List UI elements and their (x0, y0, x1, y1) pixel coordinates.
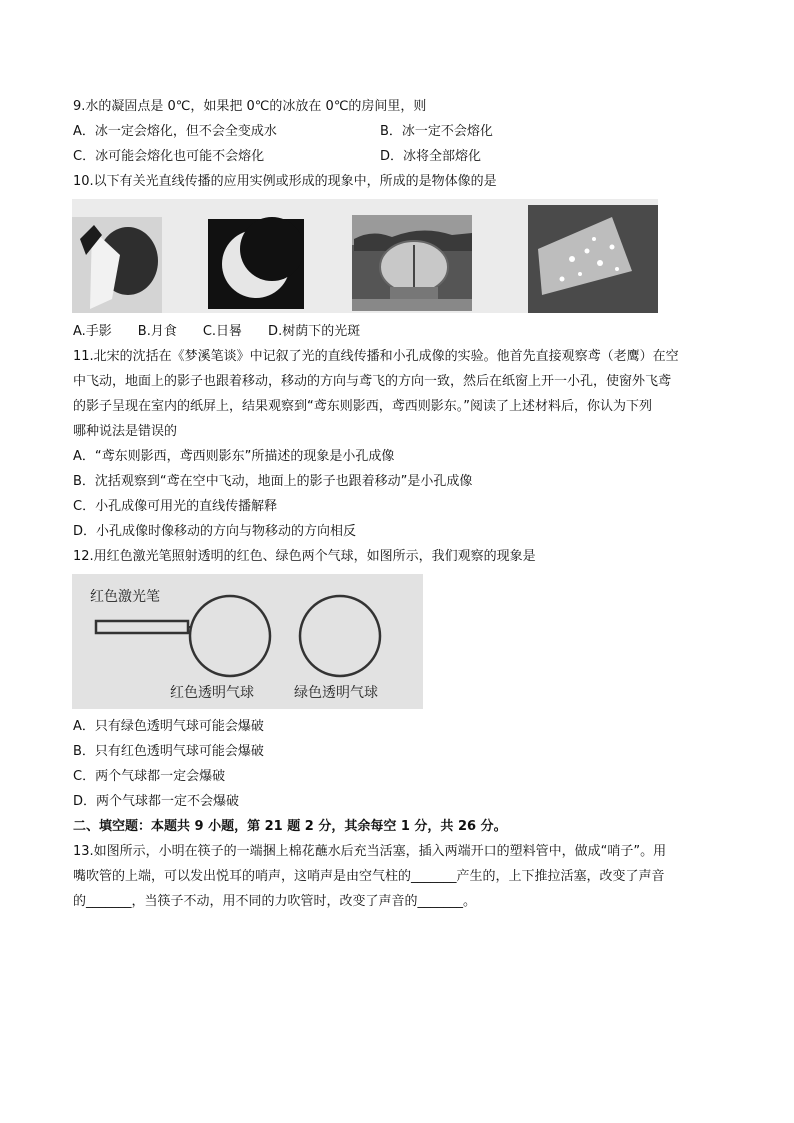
q11-option-a: A．“鸢东则影西，鸢西则影东”所描述的现象是小孔成像 (73, 449, 395, 464)
q13-line-1: 13.如图所示，小明在筷子的一端捆上棉花蘸水后充当活塞，插入两端开口的塑料管中，做成“哨子”。用 (73, 844, 667, 859)
q11-stem-line-3: 的影子呈现在室内的纸屏上，结果观察到“鸢东则影西，鸢西则影东。”阅读了上述材料后，你认为下列 (73, 399, 652, 414)
q9-stem: 9.水的凝固点是 0℃，如果把 0℃的冰放在 0℃的房间里，则 (73, 99, 427, 114)
q11-stem-line-1: 11.北宋的沈括在《梦溪笔谈》中记叙了光的直线传播和小孔成像的实验。他首先直接观察鸢（老鹰）在空 (73, 349, 679, 364)
q10-options: A.手影 B.月食 C.日晷 D.树荫下的光斑 (73, 324, 361, 339)
q11-option-c: C．小孔成像可用光的直线传播解释 (73, 499, 278, 514)
q12-stem: 12.用红色激光笔照射透明的红色、绿色两个气球，如图所示，我们观察的现象是 (73, 549, 536, 564)
section2-heading: 二、填空题：本题共 9 小题，第 21 题 2 分，其余每空 1 分，共 26 分。 (73, 819, 507, 834)
q10-photo-strip (72, 199, 658, 313)
q12-option-a: A．只有绿色透明气球可能会爆破 (73, 719, 264, 734)
q9-option-d: D．冰将全部熔化 (380, 149, 482, 164)
light-spots-photo (528, 205, 658, 313)
green-balloon-label: 绿色透明气球 (294, 685, 378, 701)
q10-stem: 10.以下有关光直线传播的应用实例或形成的现象中，所成的是物体像的是 (73, 174, 497, 189)
sundial-photo (352, 215, 472, 311)
q11-option-d: D．小孔成像时像移动的方向与物移动的方向相反 (73, 524, 357, 539)
q9-option-b: B．冰一定不会熔化 (380, 124, 493, 139)
hand-shadow-photo (72, 217, 162, 313)
q11-stem-line-2: 中飞动，地面上的影子也跟着移动，移动的方向与鸢飞的方向一致，然后在纸窗上开一小孔，使窗外飞鸢 (73, 374, 672, 389)
q11-stem-line-4: 哪种说法是错误的 (73, 424, 178, 439)
q12-figure (72, 574, 423, 709)
q13-line-2: 嘴吹管的上端，可以发出悦耳的哨声，这哨声是由空气柱的_______产生的，上下推拉活塞，改变了声音 (73, 869, 665, 884)
q12-option-c: C．两个气球都一定会爆破 (73, 769, 226, 784)
laser-pen-label: 红色激光笔 (90, 589, 160, 605)
q12-option-b: B．只有红色透明气球可能会爆破 (73, 744, 264, 759)
q11-option-b: B．沈括观察到“鸢在空中飞动，地面上的影子也跟着移动”是小孔成像 (73, 474, 473, 489)
eclipse-photo (208, 217, 304, 309)
red-balloon-label: 红色透明气球 (170, 685, 254, 701)
q13-line-3: 的_______，当筷子不动，用不同的力吹管时，改变了声音的_______。 (73, 894, 477, 909)
q10-photos (72, 199, 658, 313)
q9-option-c: C．冰可能会熔化也可能不会熔化 (73, 149, 265, 164)
q12-option-d: D．两个气球都一定不会爆破 (73, 794, 240, 809)
q9-option-a: A．冰一定会熔化，但不会全变成水 (73, 124, 277, 139)
